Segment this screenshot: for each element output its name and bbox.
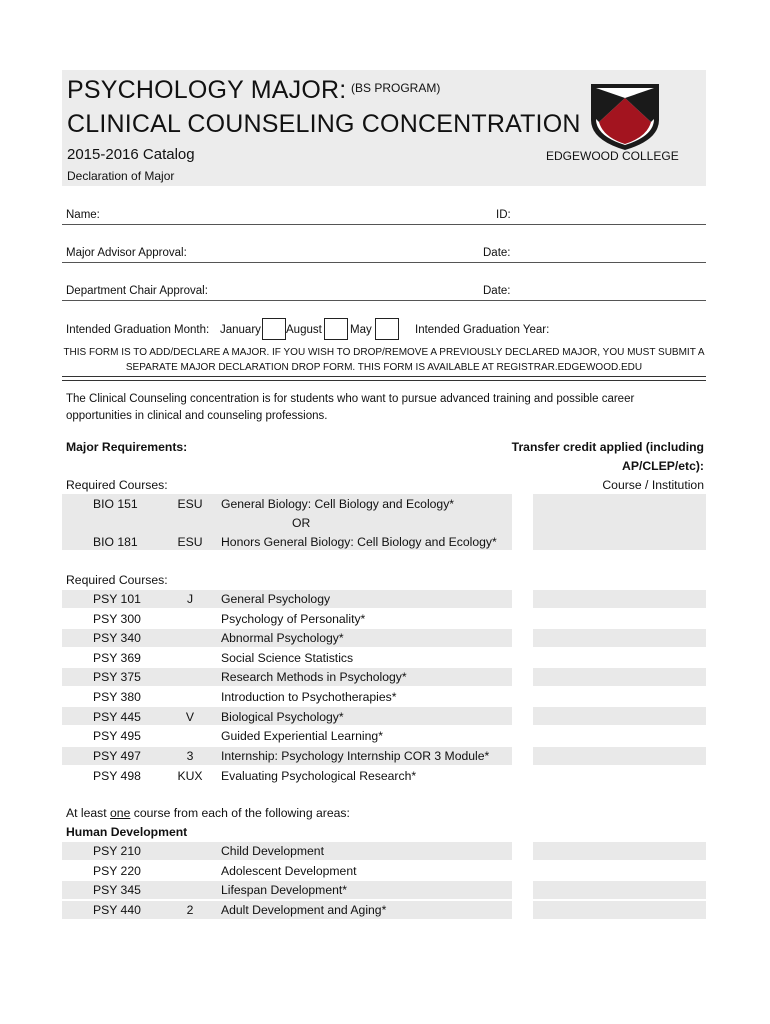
areas-emphasis: one bbox=[110, 806, 131, 820]
course-name: Evaluating Psychological Research* bbox=[221, 769, 417, 783]
course-code: PSY 300 bbox=[93, 612, 141, 626]
course-name: Child Development bbox=[221, 844, 324, 858]
course-mark: KUX bbox=[177, 769, 203, 783]
bio-transfer-field[interactable] bbox=[533, 494, 706, 550]
notice-text bbox=[62, 345, 706, 375]
course-name: Research Methods in Psychology* bbox=[221, 670, 407, 684]
course-name: General Psychology bbox=[221, 592, 331, 606]
or-separator: OR bbox=[292, 516, 311, 530]
course-name: Lifespan Development* bbox=[221, 883, 348, 897]
advisor-line[interactable] bbox=[62, 262, 706, 263]
course-code: PSY 369 bbox=[93, 651, 141, 665]
month-may-label: May bbox=[350, 324, 372, 336]
major-requirements-heading: Major Requirements: bbox=[66, 440, 188, 454]
advisor-label: Major Advisor Approval: bbox=[66, 247, 187, 259]
transfer-field[interactable] bbox=[533, 707, 706, 725]
areas-instruction bbox=[66, 806, 350, 820]
transfer-field[interactable] bbox=[533, 881, 706, 899]
course-mark: ESU bbox=[177, 535, 203, 549]
may-checkbox[interactable] bbox=[375, 318, 399, 340]
course-code: PSY 445 bbox=[93, 710, 141, 724]
course-code: PSY 375 bbox=[93, 670, 141, 684]
chair-label: Department Chair Approval: bbox=[66, 285, 208, 297]
course-mark: 2 bbox=[186, 903, 194, 917]
required-courses-label-1: Required Courses: bbox=[66, 478, 168, 492]
transfer-field[interactable] bbox=[533, 668, 706, 686]
course-code: BIO 151 bbox=[93, 497, 138, 511]
college-name: EDGEWOOD COLLEGE bbox=[546, 149, 679, 163]
transfer-field[interactable] bbox=[533, 901, 706, 919]
areas-suffix: course from each of the following areas: bbox=[130, 806, 350, 820]
course-code: PSY 440 bbox=[93, 903, 141, 917]
divider-line-2 bbox=[62, 380, 706, 381]
catalog-year: 2015-2016 Catalog bbox=[67, 146, 195, 163]
course-code: PSY 380 bbox=[93, 690, 141, 704]
month-august-label: August bbox=[286, 324, 322, 336]
course-code: PSY 101 bbox=[93, 592, 141, 606]
chair-date-label: Date: bbox=[483, 285, 511, 297]
month-january-label: January bbox=[220, 324, 261, 336]
course-code: PSY 340 bbox=[93, 631, 141, 645]
course-name: Abnormal Psychology* bbox=[221, 631, 344, 645]
course-mark: V bbox=[185, 710, 195, 724]
id-label: ID: bbox=[496, 209, 511, 221]
form-subtitle: Declaration of Major bbox=[67, 169, 175, 183]
course-mark: 3 bbox=[186, 749, 194, 763]
notice-line-1: THIS FORM IS TO ADD/DECLARE A MAJOR. IF YOU WISH TO DROP/REMOVE A PREVIOUSLY DECLARED MAJOR, YOU MUST SUBMIT A bbox=[63, 347, 705, 358]
course-name: Psychology of Personality* bbox=[221, 612, 366, 626]
transfer-heading-line-1: Transfer credit applied (including bbox=[511, 440, 704, 454]
divider-line bbox=[62, 376, 706, 377]
notice-line-2: SEPARATE MAJOR DECLARATION DROP FORM. THIS FORM IS AVAILABLE AT REGISTRAR.EDGEWOOD.EDU bbox=[125, 362, 643, 373]
transfer-field[interactable] bbox=[533, 629, 706, 647]
course-name: Adolescent Development bbox=[221, 864, 357, 878]
chair-line[interactable] bbox=[62, 300, 706, 301]
program-label: (BS PROGRAM) bbox=[351, 81, 441, 95]
august-checkbox[interactable] bbox=[324, 318, 348, 340]
course-code: PSY 498 bbox=[93, 769, 141, 783]
course-name: Introduction to Psychotherapies* bbox=[221, 690, 397, 704]
course-mark: J bbox=[186, 592, 194, 606]
course-name: Guided Experiential Learning* bbox=[221, 729, 383, 743]
college-shield-icon bbox=[589, 82, 661, 152]
intro-paragraph: The Clinical Counseling concentration is for students who want to pursue advanced training and possible career opportunities in clinical and counseling professions. bbox=[66, 393, 635, 422]
name-id-line[interactable] bbox=[62, 224, 706, 225]
course-code: PSY 345 bbox=[93, 883, 141, 897]
course-name: Adult Development and Aging* bbox=[221, 903, 387, 917]
transfer-field[interactable] bbox=[533, 842, 706, 860]
required-courses-label-2: Required Courses: bbox=[66, 573, 168, 587]
january-checkbox[interactable] bbox=[262, 318, 286, 340]
header-band bbox=[62, 70, 706, 186]
transfer-field[interactable] bbox=[533, 747, 706, 765]
course-name: Biological Psychology* bbox=[221, 710, 344, 724]
course-name: Honors General Biology: Cell Biology and Ecology* bbox=[221, 535, 497, 549]
course-name: General Biology: Cell Biology and Ecology* bbox=[221, 497, 455, 511]
course-name: Internship: Psychology Internship COR 3 Module* bbox=[221, 749, 490, 763]
human-development-heading: Human Development bbox=[66, 825, 188, 839]
transfer-field[interactable] bbox=[533, 590, 706, 608]
grad-month-label: Intended Graduation Month: bbox=[66, 324, 210, 336]
transfer-heading-line-2: AP/CLEP/etc): bbox=[622, 459, 704, 473]
areas-prefix: At least bbox=[66, 806, 111, 820]
transfer-subheading: Course / Institution bbox=[602, 478, 704, 492]
course-name: Social Science Statistics bbox=[221, 651, 354, 665]
course-code: PSY 220 bbox=[93, 864, 141, 878]
course-code: PSY 497 bbox=[93, 749, 141, 763]
course-code: PSY 495 bbox=[93, 729, 141, 743]
course-code: PSY 210 bbox=[93, 844, 141, 858]
advisor-date-label: Date: bbox=[483, 247, 511, 259]
name-label: Name: bbox=[66, 209, 100, 221]
course-code: BIO 181 bbox=[93, 535, 138, 549]
title-line-1: PSYCHOLOGY MAJOR: bbox=[67, 76, 347, 104]
title-line-2: CLINICAL COUNSELING CONCENTRATION bbox=[67, 110, 581, 138]
grad-year-label: Intended Graduation Year: bbox=[415, 324, 550, 336]
course-mark: ESU bbox=[177, 497, 203, 511]
